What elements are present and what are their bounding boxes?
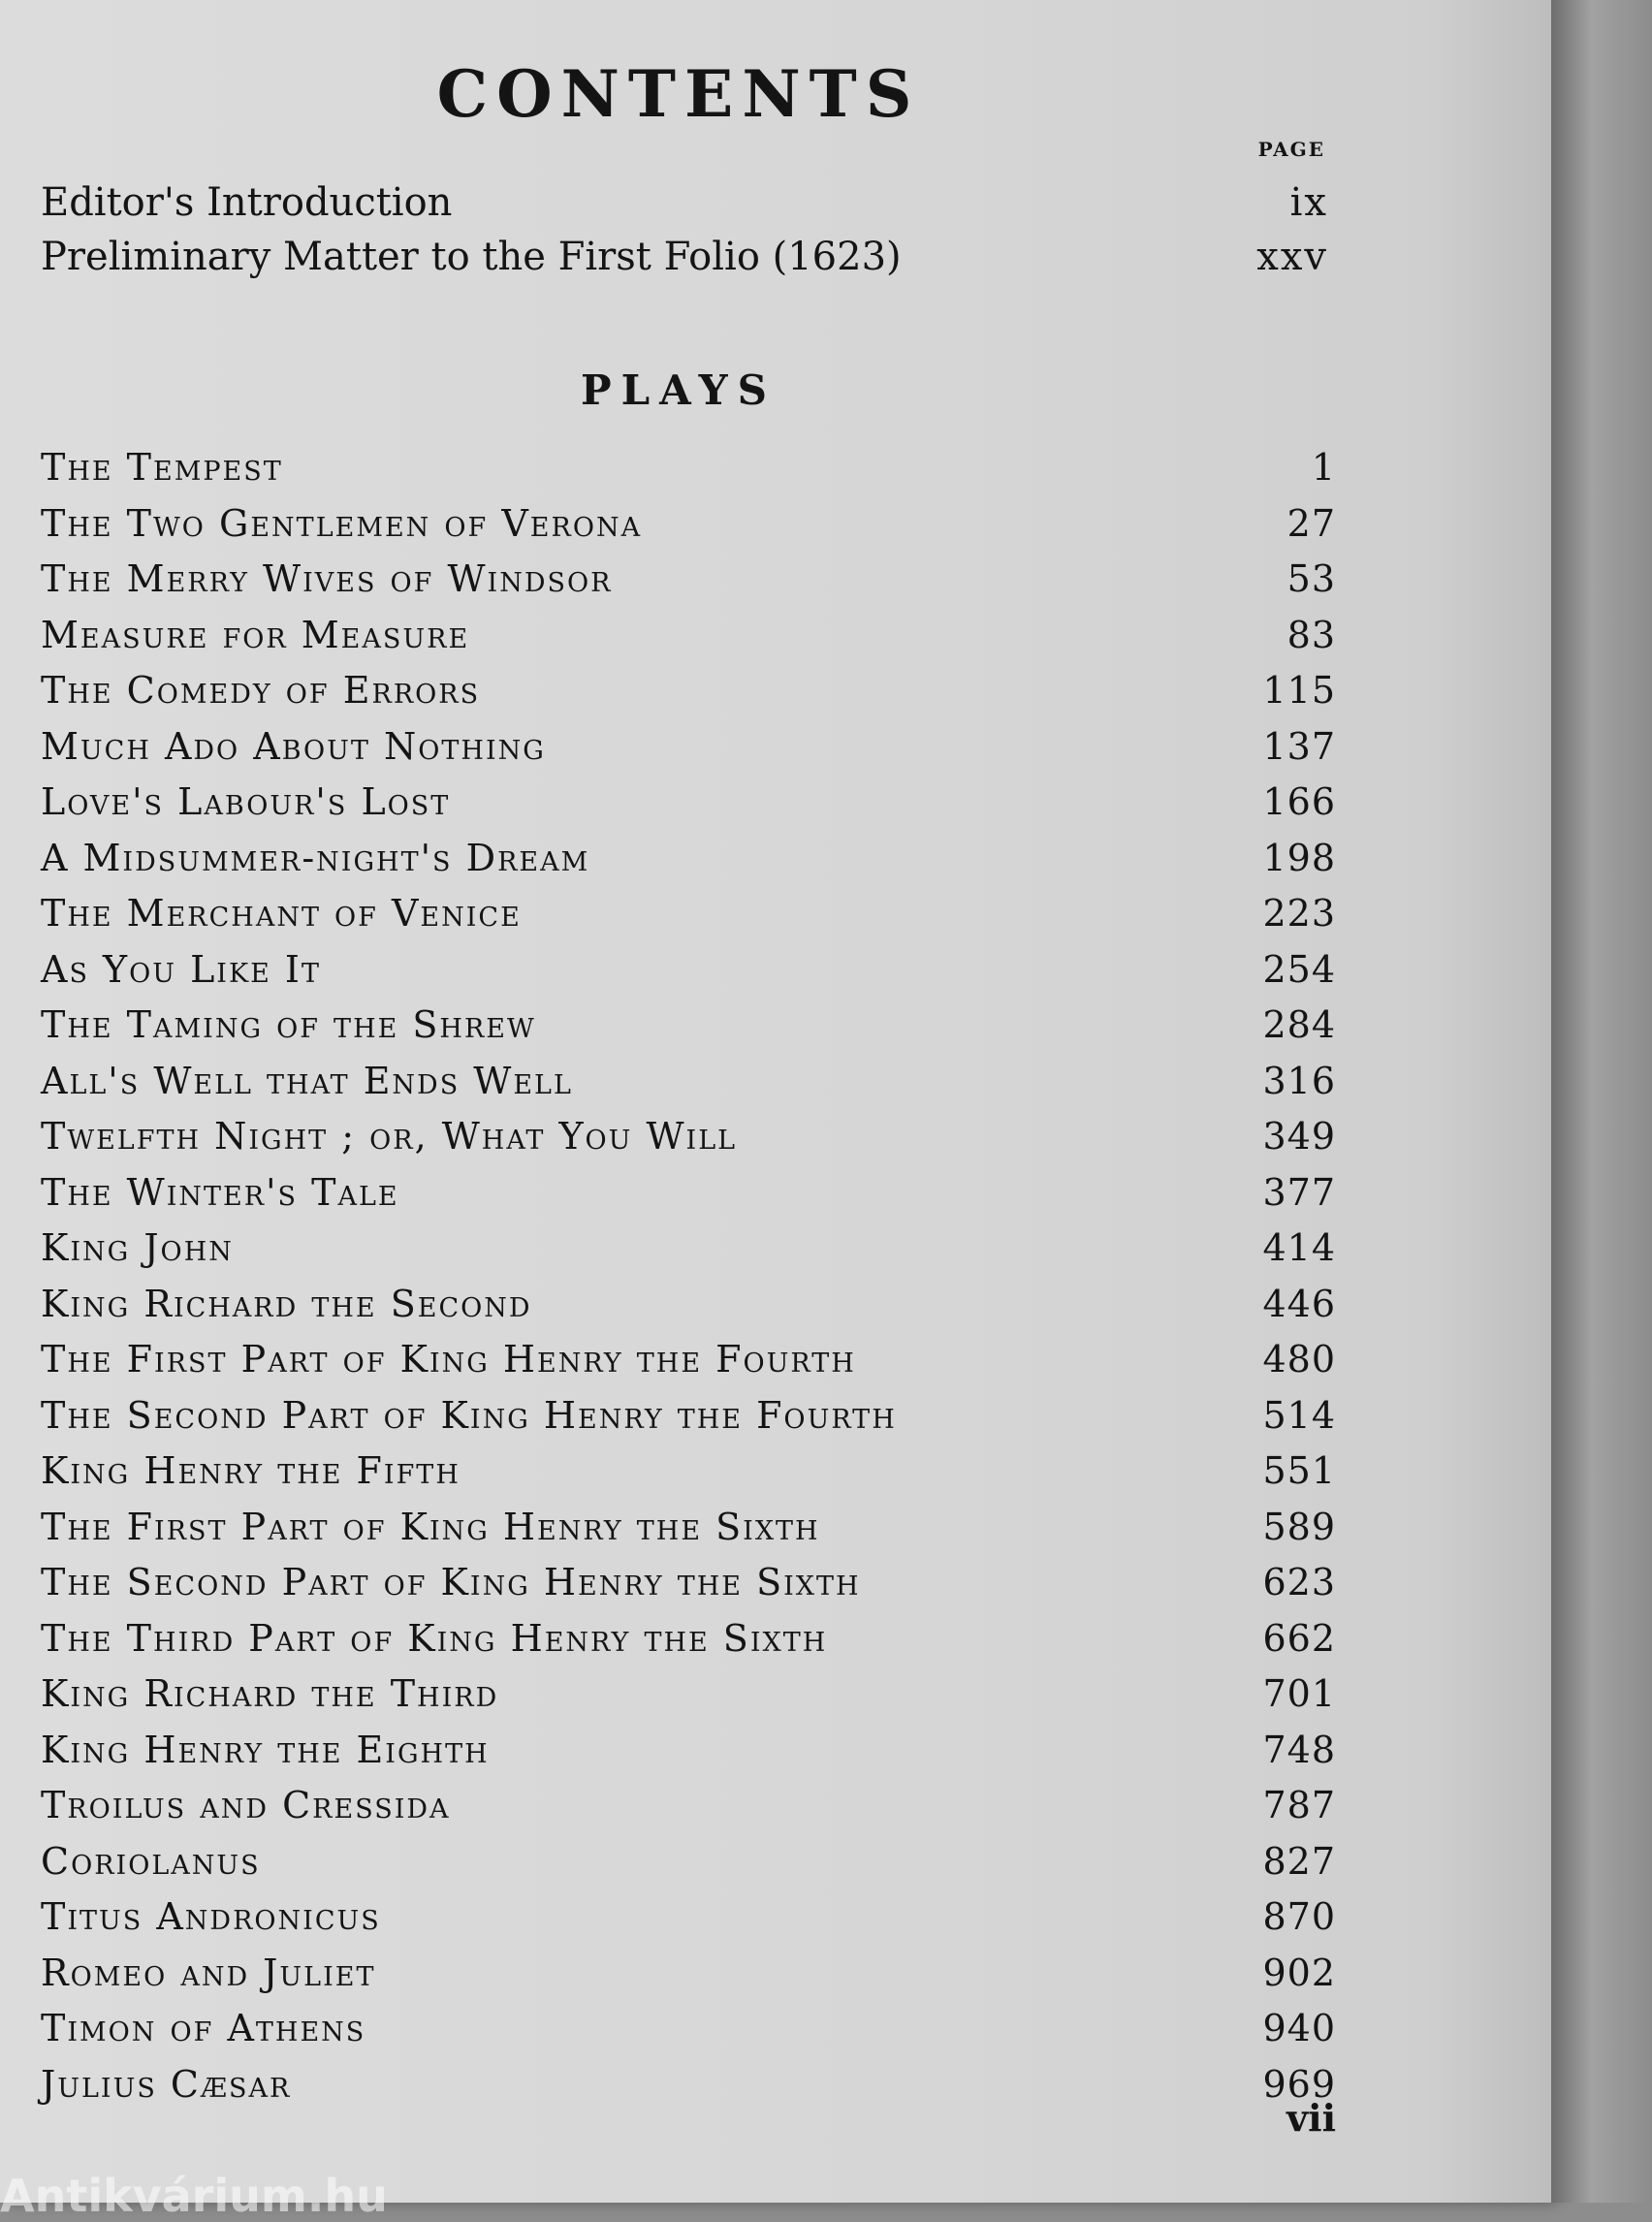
entry-page: 83 xyxy=(1287,613,1336,656)
toc-entry xyxy=(41,1171,1336,1227)
toc-entry xyxy=(41,502,1336,558)
toc-entry xyxy=(41,446,1336,502)
entry-title: King Richard the Second xyxy=(41,1282,532,1325)
entry-title: Coriolanus xyxy=(41,1839,261,1883)
entry-page: 254 xyxy=(1262,947,1336,991)
toc-entry xyxy=(41,1840,1336,1896)
entry-page: 414 xyxy=(1262,1226,1336,1269)
entry-page: 446 xyxy=(1262,1282,1336,1325)
entry-title: The First Part of King Henry the Fourth xyxy=(41,1338,856,1381)
watermark: Antikvárium.hu xyxy=(0,2170,388,2222)
front-matter-entry xyxy=(41,235,1328,279)
toc-entry xyxy=(41,1506,1336,1562)
entry-page: 902 xyxy=(1262,1951,1336,1994)
toc-entry xyxy=(41,1283,1336,1339)
entry-page: ix xyxy=(1289,180,1328,225)
toc-entry xyxy=(41,725,1336,781)
entry-page: 589 xyxy=(1262,1505,1336,1548)
toc-entry xyxy=(41,1561,1336,1617)
entry-title: The Taming of the Shrew xyxy=(41,1003,536,1046)
entry-title: All's Well that Ends Well xyxy=(41,1059,573,1102)
toc-entry xyxy=(41,837,1336,893)
toc-entry xyxy=(41,557,1336,614)
entry-title: The Merchant of Venice xyxy=(41,892,522,935)
book-spine xyxy=(1551,0,1652,2203)
toc-entry xyxy=(41,1449,1336,1506)
entry-title: The Comedy of Errors xyxy=(41,669,481,712)
entry-page: 115 xyxy=(1262,669,1336,712)
toc-entry xyxy=(41,1338,1336,1394)
toc-entry xyxy=(41,1952,1336,2008)
plays-list xyxy=(41,446,1336,2118)
entry-page: 166 xyxy=(1262,780,1336,823)
entry-page: 514 xyxy=(1262,1393,1336,1437)
entry-page: 701 xyxy=(1262,1672,1336,1715)
toc-entry xyxy=(41,1226,1336,1283)
entry-title: Julius Cæsar xyxy=(41,2062,292,2106)
entry-title: The Second Part of King Henry the Sixth xyxy=(41,1561,861,1603)
entry-title: Preliminary Matter to the First Folio (1623) xyxy=(41,235,902,279)
toc-entry xyxy=(41,1672,1336,1729)
entry-page: 316 xyxy=(1262,1059,1336,1102)
page-title: CONTENTS xyxy=(436,56,921,132)
plays-heading: PLAYS xyxy=(581,366,777,414)
entry-page: 198 xyxy=(1262,836,1336,879)
toc-entry xyxy=(41,1003,1336,1060)
entry-title: Twelfth Night ; or, What You Will xyxy=(41,1115,738,1158)
toc-entry xyxy=(41,1115,1336,1171)
entry-page: 623 xyxy=(1262,1561,1336,1603)
entry-title: King Henry the Eighth xyxy=(41,1728,490,1771)
entry-title: Love's Labour's Lost xyxy=(41,780,451,823)
toc-entry xyxy=(41,1895,1336,1952)
toc-entry xyxy=(41,1060,1336,1116)
entry-page: 27 xyxy=(1287,501,1336,545)
toc-entry xyxy=(41,614,1336,670)
toc-entry xyxy=(41,948,1336,1004)
toc-entry xyxy=(41,1729,1336,1785)
entry-title: Editor's Introduction xyxy=(41,180,453,225)
entry-title: The Two Gentlemen of Verona xyxy=(41,501,643,545)
entry-page: 827 xyxy=(1262,1839,1336,1883)
entry-title: Troilus and Cressida xyxy=(41,1784,451,1826)
entry-title: The Third Part of King Henry the Sixth xyxy=(41,1616,828,1660)
entry-page: 349 xyxy=(1262,1115,1336,1158)
entry-title: Romeo and Juliet xyxy=(41,1951,376,1994)
front-matter-entry xyxy=(41,180,1328,225)
entry-title: A Midsummer-night's Dream xyxy=(41,836,590,879)
entry-page: 551 xyxy=(1262,1449,1336,1492)
toc-entry xyxy=(41,892,1336,948)
entry-title: The First Part of King Henry the Sixth xyxy=(41,1505,820,1548)
entry-title: Much Ado About Nothing xyxy=(41,724,546,768)
entry-page: 662 xyxy=(1262,1616,1336,1660)
entry-page: 377 xyxy=(1262,1170,1336,1214)
toc-entry xyxy=(41,2007,1336,2063)
toc-entry xyxy=(41,1617,1336,1673)
entry-page: 870 xyxy=(1262,1895,1336,1938)
entry-title: As You Like It xyxy=(41,947,321,991)
toc-entry xyxy=(41,780,1336,837)
entry-title: Timon of Athens xyxy=(41,2007,366,2049)
toc-entry xyxy=(41,1394,1336,1450)
entry-page: 223 xyxy=(1262,892,1336,935)
entry-page: 940 xyxy=(1262,2007,1336,2049)
entry-title: The Tempest xyxy=(41,446,283,489)
entry-page: xxv xyxy=(1256,235,1328,279)
entry-title: The Winter's Tale xyxy=(41,1170,399,1214)
entry-page: 284 xyxy=(1262,1003,1336,1046)
entry-title: King Richard the Third xyxy=(41,1672,499,1715)
page-column-label: PAGE xyxy=(1257,138,1325,161)
entry-page: 1 xyxy=(1311,446,1336,489)
entry-page: 137 xyxy=(1262,724,1336,768)
entry-title: The Second Part of King Henry the Fourth xyxy=(41,1393,897,1437)
entry-title: Titus Andronicus xyxy=(41,1895,381,1938)
folio-number: vii xyxy=(1287,2096,1336,2140)
toc-entry xyxy=(41,669,1336,725)
entry-page: 480 xyxy=(1262,1338,1336,1381)
entry-page: 748 xyxy=(1262,1728,1336,1771)
entry-page: 53 xyxy=(1287,557,1336,600)
entry-page: 787 xyxy=(1262,1784,1336,1826)
entry-title: King John xyxy=(41,1226,234,1269)
entry-page: 969 xyxy=(1262,2062,1336,2106)
entry-title: King Henry the Fifth xyxy=(41,1449,461,1492)
toc-entry xyxy=(41,2063,1336,2119)
toc-entry xyxy=(41,1784,1336,1840)
entry-title: Measure for Measure xyxy=(41,613,470,656)
entry-title: The Merry Wives of Windsor xyxy=(41,557,613,600)
